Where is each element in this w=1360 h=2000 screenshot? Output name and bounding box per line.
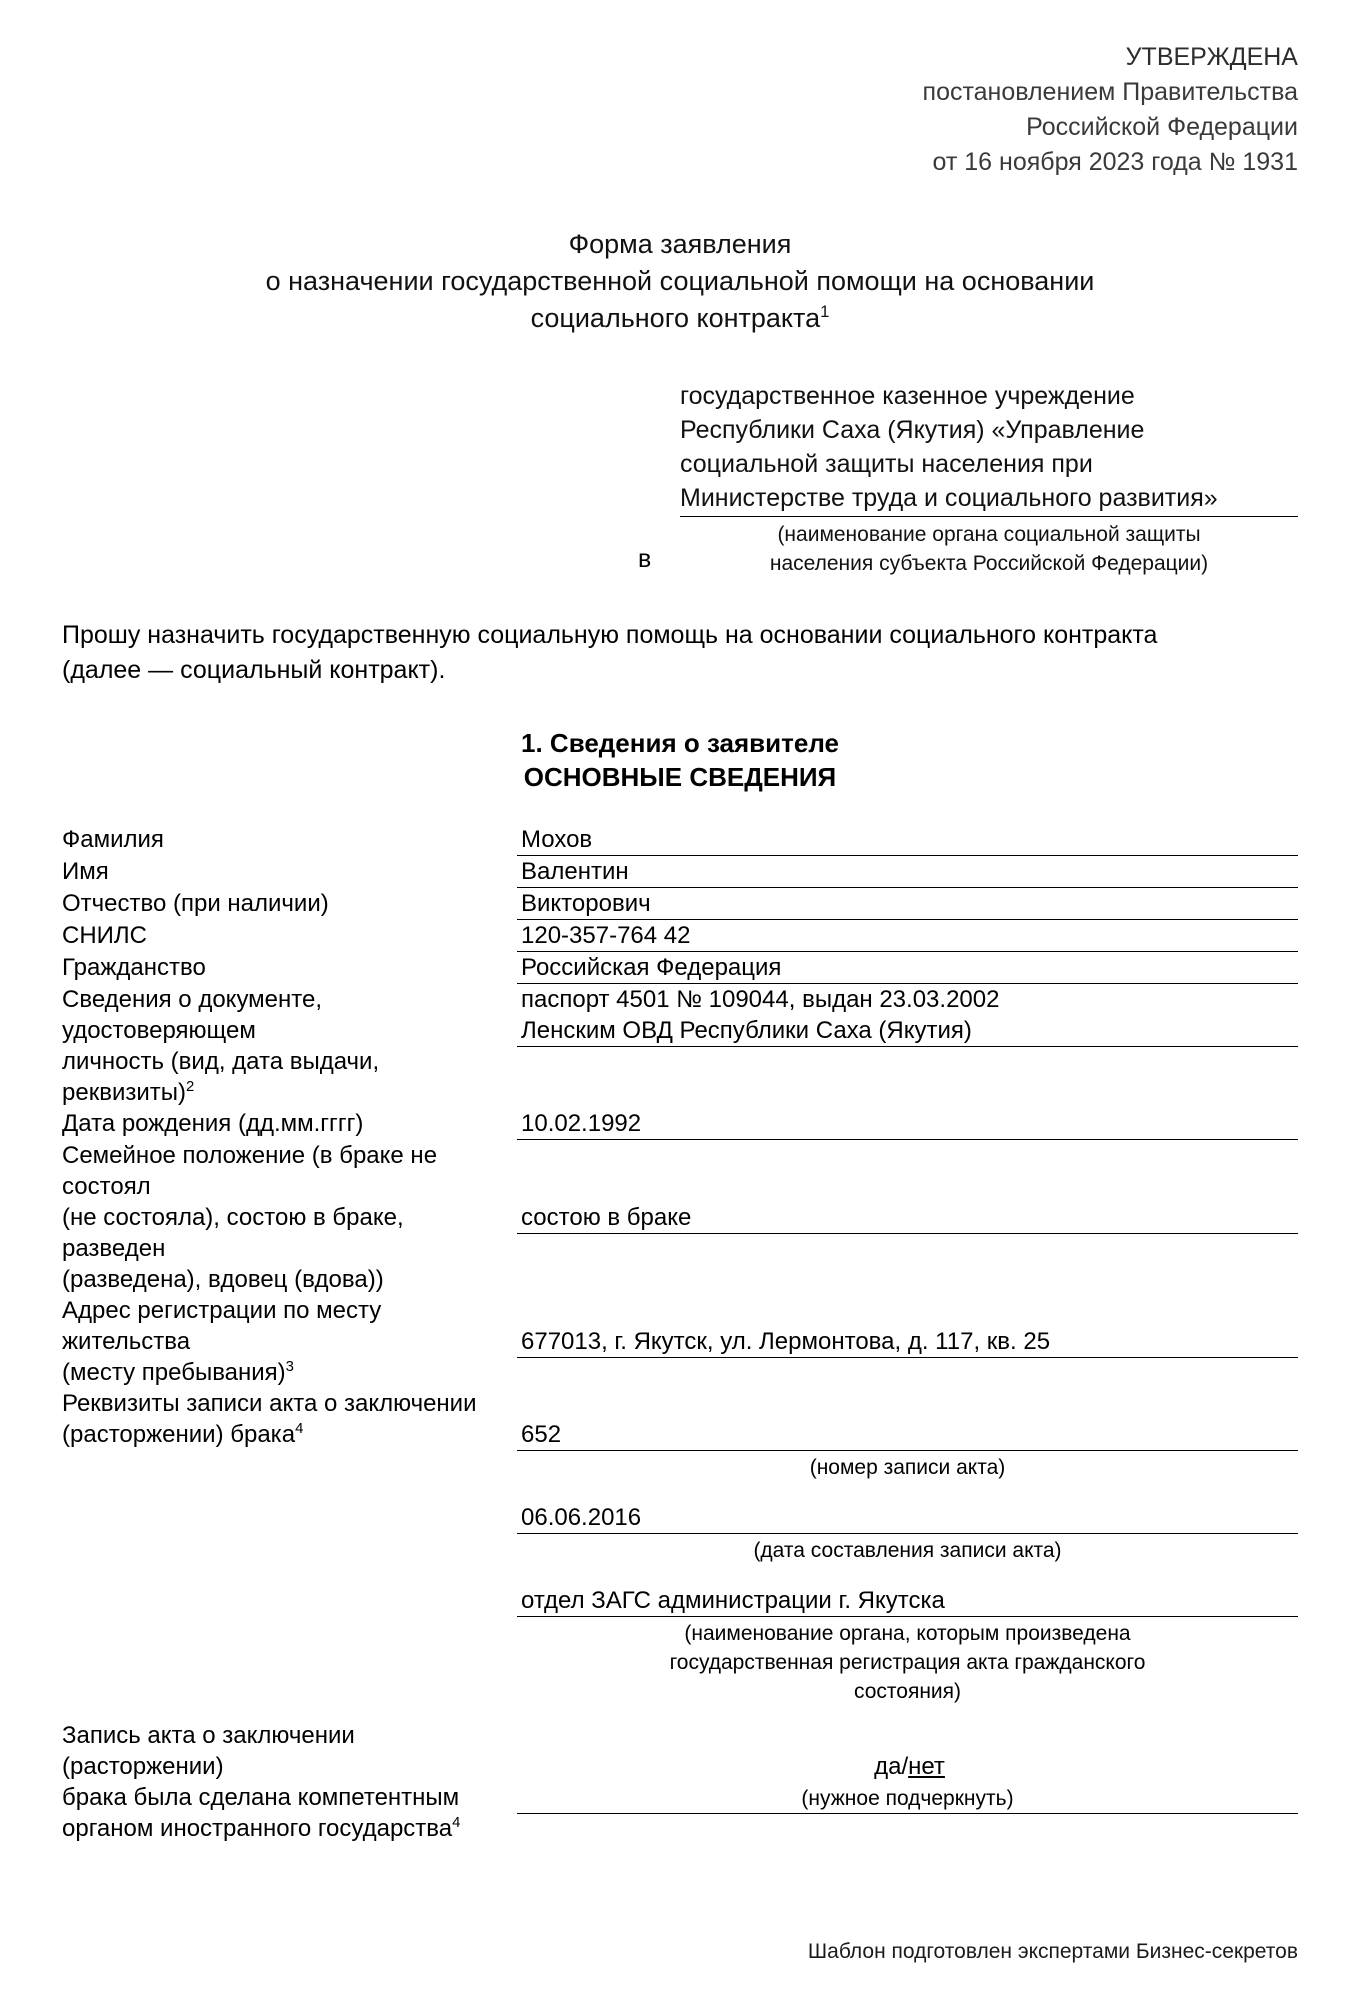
identity-document-label	[62, 984, 517, 1108]
marital-status-value[interactable]: состою в браке	[517, 1202, 1298, 1234]
act-organization-value[interactable]: отдел ЗАГС администрации г. Якутска	[517, 1585, 1298, 1617]
marital-status-label-line-2: (не состояла), состою в браке, разведен	[62, 1204, 404, 1262]
section-subtitle: ОСНОВНЫЕ СВЕДЕНИЯ	[523, 762, 837, 792]
address-label-line-2-text: (месту пребывания)	[62, 1359, 286, 1386]
foreign-authority-label-line-3	[62, 1813, 507, 1844]
foreign-authority-label-line-1: Запись акта о заключении (расторжении)	[62, 1722, 355, 1780]
addressee-prefix: в	[638, 545, 652, 573]
document-title-line-1: Форма заявления	[568, 229, 792, 259]
field-row-foreign-authority	[62, 1720, 1298, 1844]
field-row-act-record	[62, 1388, 1298, 1706]
act-organization-caption-line-1: (наименование органа, которым произведена	[684, 1622, 1131, 1645]
act-record-label-line-1: Реквизиты записи акта о заключении	[62, 1390, 477, 1417]
foreign-authority-label	[62, 1720, 517, 1844]
act-record-label-line-2-text: (расторжении) брака	[62, 1421, 296, 1448]
firstname-value[interactable]: Валентин	[517, 856, 1298, 888]
document-title-line-3	[62, 300, 1298, 337]
field-row-citizenship	[62, 952, 1298, 984]
act-record-label-line-2	[62, 1419, 507, 1450]
foreign-authority-caption: (нужное подчеркнуть)	[517, 1782, 1298, 1814]
address-value[interactable]: 677013, г. Якутск, ул. Лермонтова, д. 117, кв. 25	[517, 1326, 1298, 1358]
approval-line-2: постановлением Правительства	[922, 78, 1298, 106]
snils-value[interactable]: 120-357-764 42	[517, 920, 1298, 952]
foreign-answer-separator: /	[901, 1753, 909, 1780]
firstname-label: Имя	[62, 858, 109, 885]
document-title	[62, 226, 1298, 337]
addressee-org-line-3: социальной защиты населения при	[680, 450, 1093, 478]
intro-line-2: (далее — социальный контракт).	[62, 656, 446, 684]
approval-line-1: УТВЕРЖДЕНА	[1125, 43, 1298, 71]
act-number-value[interactable]: 652	[517, 1419, 1298, 1451]
foreign-answer-no[interactable]: нет	[908, 1753, 945, 1780]
birthdate-label: Дата рождения (дд.мм.гггг)	[62, 1110, 364, 1137]
snils-label: СНИЛС	[62, 922, 147, 949]
field-row-firstname	[62, 856, 1298, 888]
footnote-marker-5: 4	[452, 1815, 461, 1831]
field-row-identity-document	[62, 984, 1298, 1108]
address-label	[62, 1295, 517, 1388]
addressee-org-line-1: государственное казенное учреждение	[680, 382, 1135, 410]
marital-status-spacer-2	[517, 1171, 1298, 1202]
foreign-answer-yes[interactable]: да	[874, 1753, 902, 1780]
addressee-block	[62, 379, 1298, 578]
foreign-authority-value[interactable]	[517, 1751, 1298, 1782]
footnote-marker-2: 2	[186, 1079, 195, 1095]
identity-document-label-line-2-text: личность (вид, дата выдачи, реквизиты)	[62, 1048, 380, 1106]
patronymic-label: Отчество (при наличии)	[62, 890, 329, 917]
act-record-spacer	[517, 1388, 1298, 1419]
address-label-line-2	[62, 1357, 507, 1388]
applicant-fields	[62, 824, 1298, 1844]
intro-paragraph	[62, 618, 1298, 688]
addressee-caption	[680, 520, 1298, 578]
foreign-authority-label-line-2: брака была сделана компетентным	[62, 1784, 460, 1811]
field-row-address	[62, 1295, 1298, 1388]
field-row-marital-status	[62, 1140, 1298, 1295]
foreign-authority-spacer	[517, 1720, 1298, 1751]
act-organization-caption	[517, 1617, 1298, 1706]
addressee-caption-line-1: (наименование органа социальной защиты	[777, 523, 1201, 546]
footnote-marker-4: 4	[295, 1421, 304, 1437]
field-row-snils	[62, 920, 1298, 952]
marital-status-label	[62, 1140, 517, 1295]
marital-status-spacer-1	[517, 1140, 1298, 1171]
act-organization-caption-line-3: состояния)	[853, 1680, 962, 1703]
birthdate-value[interactable]: 10.02.1992	[517, 1108, 1298, 1140]
marital-status-label-line-1: Семейное положение (в браке не состоял	[62, 1142, 438, 1200]
section-title: 1. Сведения о заявителе	[521, 728, 839, 758]
citizenship-value[interactable]: Российская Федерация	[517, 952, 1298, 984]
identity-document-label-line-1: Сведения о документе, удостоверяющем	[62, 986, 323, 1044]
addressee-org-line-4: Министерстве труда и социального развития»	[680, 481, 1298, 517]
field-row-birthdate	[62, 1108, 1298, 1140]
identity-document-label-line-2	[62, 1046, 507, 1108]
addressee-organization	[680, 379, 1298, 517]
approval-header	[62, 40, 1298, 180]
field-row-patronymic	[62, 888, 1298, 920]
marital-status-label-line-3: (разведена), вдовец (вдова))	[62, 1266, 384, 1293]
intro-line-1: Прошу назначить государственную социальную помощь на основании социального контракта	[62, 621, 1158, 649]
foreign-authority-label-line-3-text: органом иностранного государства	[62, 1815, 453, 1842]
patronymic-value[interactable]: Викторович	[517, 888, 1298, 920]
address-label-line-1: Адрес регистрации по месту жительства	[62, 1297, 382, 1355]
footer-credit: Шаблон подготовлен экспертами Бизнес-секретов	[807, 1940, 1298, 1963]
act-date-value[interactable]: 06.06.2016	[517, 1502, 1298, 1534]
approval-line-3: Российской Федерации	[1026, 113, 1298, 141]
identity-document-value-line-1[interactable]: паспорт 4501 № 109044, выдан 23.03.2002	[521, 986, 1000, 1013]
document-title-line-3-text: социального контракта	[530, 303, 821, 333]
document-title-line-2: о назначении государственной социальной помощи на основании	[265, 266, 1095, 296]
surname-label: Фамилия	[62, 826, 164, 853]
act-date-caption: (дата составления записи акта)	[753, 1539, 1062, 1562]
surname-value[interactable]: Мохов	[517, 824, 1298, 856]
footnote-marker-1: 1	[820, 302, 830, 321]
act-organization-caption-line-2: государственная регистрация акта гражданского	[669, 1651, 1146, 1674]
field-row-surname	[62, 824, 1298, 856]
addressee-org-line-2: Республики Саха (Якутия) «Управление	[680, 416, 1145, 444]
addressee-caption-line-2: населения субъекта Российской Федерации)	[769, 552, 1209, 575]
identity-document-value-line-2[interactable]: Ленским ОВД Республики Саха (Якутия)	[517, 1015, 1298, 1047]
footnote-marker-3: 3	[285, 1359, 294, 1375]
address-spacer	[517, 1295, 1298, 1326]
citizenship-label: Гражданство	[62, 954, 206, 981]
act-number-caption: (номер записи акта)	[809, 1456, 1006, 1479]
act-record-label	[62, 1388, 517, 1450]
approval-line-4: от 16 ноября 2023 года № 1931	[932, 148, 1298, 176]
